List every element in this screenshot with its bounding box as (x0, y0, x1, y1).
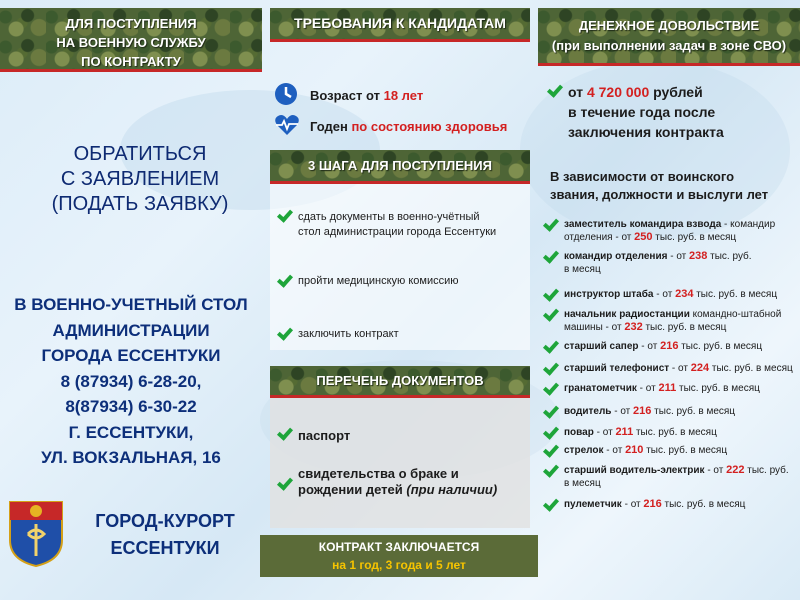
contract-term-banner (260, 535, 538, 577)
position-role: инструктор штаба (564, 289, 654, 300)
city-name-line: ГОРОД-КУРОРТ (95, 511, 235, 531)
checkmark-icon (543, 247, 559, 263)
contract-terms: на 1 год, 3 года и 5 лет (332, 558, 466, 572)
checkmark-icon (543, 495, 559, 511)
depends-line: звания, должности и выслуги лет (550, 187, 769, 202)
position-text: - от (704, 465, 727, 476)
enlist-header (0, 8, 262, 72)
address-line: Г. ЕССЕНТУКИ, (68, 422, 194, 442)
pay-text: рублей (649, 84, 703, 100)
address-line: ГОРОДА ЕССЕНТУКИ (41, 346, 221, 365)
position-item (544, 308, 781, 334)
position-pay: 216 (660, 340, 679, 352)
checkmark-icon (543, 305, 559, 321)
position-text: - от (611, 406, 634, 417)
position-text: - командир (721, 219, 776, 230)
position-role: старший водитель-электрик (564, 465, 705, 476)
position-item (544, 362, 793, 375)
age-label: Возраст от (310, 88, 384, 103)
checkmark-icon (543, 461, 559, 477)
position-item (544, 464, 789, 490)
age-value: 18 лет (383, 88, 424, 103)
position-item (544, 340, 762, 353)
position-role: командир отделения (564, 251, 668, 262)
health-label: Годен (310, 119, 352, 134)
phone-line: 8 (87934) 6-28-20, (60, 371, 202, 391)
position-pay: 250 (634, 231, 653, 243)
pay-text: заключения контракта (568, 124, 724, 140)
step-text: стол администрации города Ессентуки (298, 226, 497, 238)
address-block (0, 292, 262, 471)
position-pay: 211 (658, 382, 677, 394)
checkmark-icon (543, 379, 559, 395)
position-role: водитель (564, 406, 612, 417)
position-item (544, 405, 735, 418)
document-item (278, 466, 497, 498)
position-text: - от (638, 341, 661, 352)
apply-line: (ПОДАТЬ ЗАЯВКУ) (51, 193, 229, 215)
position-text: тыс. руб. в месяц (661, 499, 746, 510)
position-role: начальник радиостанции (564, 309, 690, 320)
pay-header-line: (при выполнении задач в зоне СВО) (551, 38, 787, 53)
checkmark-icon (543, 285, 559, 301)
position-item (544, 250, 752, 276)
position-item (544, 426, 717, 439)
document-item (278, 428, 350, 443)
checkmark-icon (543, 423, 559, 439)
position-role: гранатометчик (564, 383, 637, 394)
position-role: старший сапер (564, 341, 639, 352)
position-text: тыс. руб. в месяц (676, 383, 760, 394)
step-item (278, 275, 459, 287)
address-line: АДМИНИСТРАЦИИ (52, 320, 210, 340)
step-text: сдать документы в военно-учётный (298, 211, 480, 223)
clock-icon (274, 82, 298, 106)
apply-line: С ЗАЯВЛЕНИЕМ (60, 168, 220, 190)
annual-pay (548, 82, 724, 142)
document-text: паспорт (298, 428, 351, 443)
document-text: свидетельства о браке и (298, 466, 459, 481)
checkmark-icon (543, 215, 559, 231)
position-text: - от (593, 427, 616, 438)
contract-title: КОНТРАКТ ЗАКЛЮЧАЕТСЯ (318, 540, 480, 554)
position-text: командно-штабной (689, 309, 782, 320)
health-requirement (310, 119, 507, 134)
documents-header: ПЕРЕЧЕНЬ ДОКУМЕНТОВ (270, 366, 530, 398)
position-text: тыс. руб. (744, 465, 789, 476)
document-note: (при наличии) (406, 482, 498, 497)
enlist-header-line: ПО КОНТРАКТУ (81, 54, 181, 69)
position-text: - от (653, 289, 676, 300)
checkmark-icon (543, 441, 559, 457)
position-pay: 211 (615, 426, 634, 438)
position-text: в месяц (564, 478, 601, 489)
checkmark-icon (543, 337, 559, 353)
position-text: тыс. руб. в месяц (678, 341, 763, 352)
position-item (544, 218, 775, 244)
city-coat-of-arms-icon (8, 500, 64, 568)
position-text: тыс. руб. в месяц (643, 445, 728, 456)
position-role: пулеметчик (564, 499, 622, 510)
age-requirement (310, 88, 423, 103)
checkmark-icon (543, 402, 559, 418)
depends-note (550, 168, 768, 204)
position-text: - от (603, 445, 626, 456)
pay-text: от (568, 84, 587, 100)
depends-line: В зависимости от воинского (550, 169, 735, 184)
step-text: заключить контракт (298, 328, 399, 340)
document-text: рождении детей (298, 482, 407, 497)
position-role: старший телефонист (564, 363, 670, 374)
position-item (544, 498, 745, 511)
position-pay: 216 (633, 405, 652, 417)
checkmark-icon (547, 81, 563, 97)
address-line: В ВОЕННО-УЧЕТНЫЙ СТОЛ (14, 295, 248, 314)
pay-amount: 4 720 000 (586, 84, 650, 100)
position-text: - от (669, 363, 691, 374)
position-pay: 222 (726, 464, 745, 476)
position-text: тыс. руб. в месяц (651, 406, 736, 417)
position-text: тыс. руб. в месяц (693, 289, 778, 300)
position-role: стрелок (564, 445, 604, 456)
position-text: машины - от (564, 322, 625, 333)
position-role: повар (564, 427, 594, 438)
position-pay: 238 (689, 250, 708, 262)
position-text: тыс. руб. в месяц (652, 232, 737, 243)
position-item (544, 288, 777, 301)
position-text: тыс. руб. (707, 251, 752, 262)
position-role: заместитель командира взвода (564, 219, 722, 230)
address-line: УЛ. ВОКЗАЛЬНАЯ, 16 (41, 448, 221, 467)
position-pay: 224 (690, 362, 710, 374)
step-item (278, 210, 496, 240)
pay-header (538, 8, 800, 66)
position-pay: 232 (624, 321, 643, 333)
step-text: пройти медицинскую комиссию (298, 275, 459, 287)
position-text: тыс. руб. в месяц (709, 363, 793, 374)
position-item (544, 444, 727, 457)
phone-line: 8(87934) 6-30-22 (65, 397, 197, 416)
position-item (544, 382, 760, 395)
position-text: - от (621, 499, 644, 510)
checkmark-icon (543, 359, 559, 375)
health-value: по состоянию здоровья (351, 119, 508, 134)
position-pay: 216 (643, 498, 662, 510)
pay-text: в течение года после (568, 104, 716, 120)
city-name-block (70, 508, 260, 562)
position-text: - от (636, 383, 659, 394)
position-text: - от (667, 251, 690, 262)
apply-line: ОБРАТИТЬСЯ (73, 143, 207, 165)
checkmark-icon (277, 474, 293, 490)
position-text: в месяц (564, 264, 601, 275)
enlist-header-line: ДЛЯ ПОСТУПЛЕНИЯ (65, 16, 197, 31)
requirements-header: ТРЕБОВАНИЯ К КАНДИДАТАМ (270, 8, 530, 42)
position-pay: 210 (625, 444, 644, 456)
heart-pulse-icon (274, 113, 300, 137)
position-pay: 234 (675, 288, 694, 300)
enlist-header-line: НА ВОЕННУЮ СЛУЖБУ (56, 35, 206, 50)
position-text: отделения - от (564, 232, 635, 243)
pay-header-line: ДЕНЕЖНОЕ ДОВОЛЬСТВИЕ (578, 18, 760, 33)
position-text: тыс. руб. в месяц (633, 427, 717, 438)
positions-list (538, 212, 800, 522)
apply-block (0, 142, 280, 217)
steps-header: 3 ШАГА ДЛЯ ПОСТУПЛЕНИЯ (270, 150, 530, 184)
position-text: тыс. руб. в месяц (642, 322, 727, 333)
city-name-line: ЕССЕНТУКИ (110, 538, 220, 558)
step-item (278, 328, 399, 340)
